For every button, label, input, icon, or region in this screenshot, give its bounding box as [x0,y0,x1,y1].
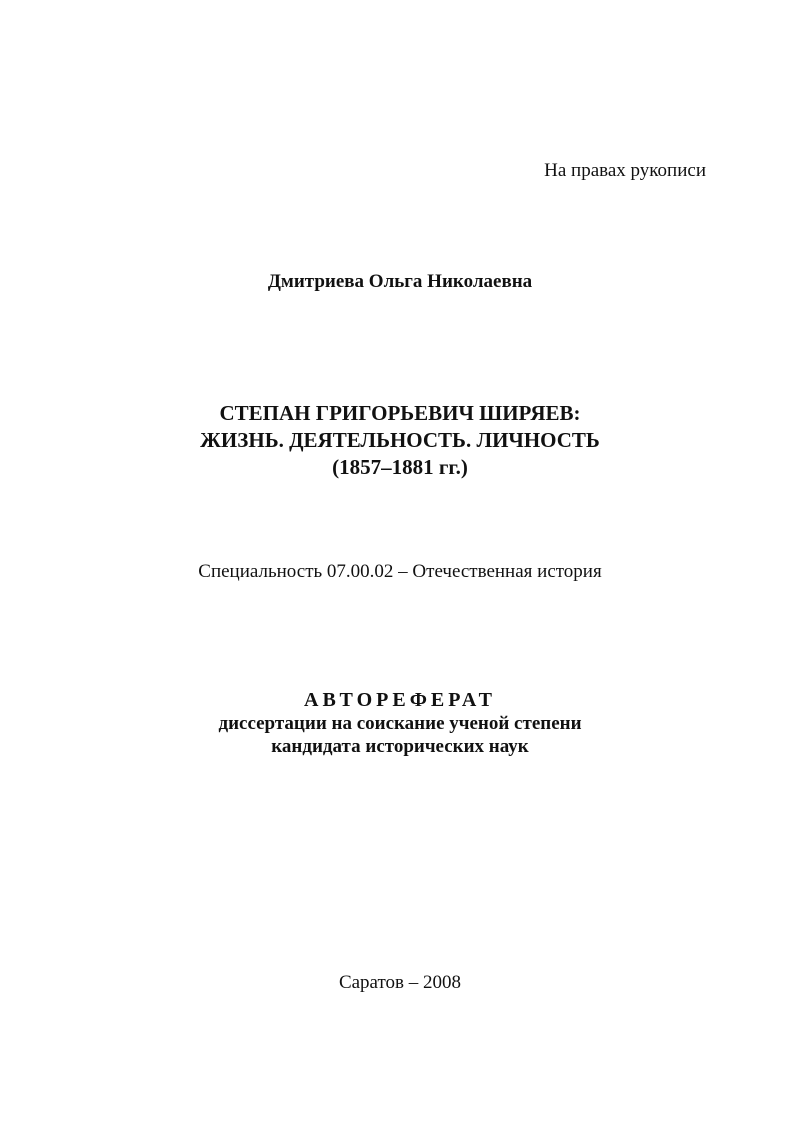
abstract-block [0,689,800,758]
title-line-1: СТЕПАН ГРИГОРЬЕВИЧ ШИРЯЕВ: [219,401,581,425]
dissertation-title [0,400,800,481]
abstract-heading: АВТОРЕФЕРАТ [304,689,496,711]
title-line-3: (1857–1881 гг.) [332,455,468,479]
rights-note: На правах рукописи [544,160,706,181]
place-year: Саратов – 2008 [338,972,462,993]
title-line-2: ЖИЗНЬ. ДЕЯТЕЛЬНОСТЬ. ЛИЧНОСТЬ [200,428,600,452]
abstract-line-2: кандидата исторических наук [271,736,529,757]
author-name: Дмитриева Ольга Николаевна [267,271,533,292]
abstract-line-1: диссертации на соискание ученой степени [218,713,582,734]
specialty: Специальность 07.00.02 – Отечественная история [198,561,602,582]
